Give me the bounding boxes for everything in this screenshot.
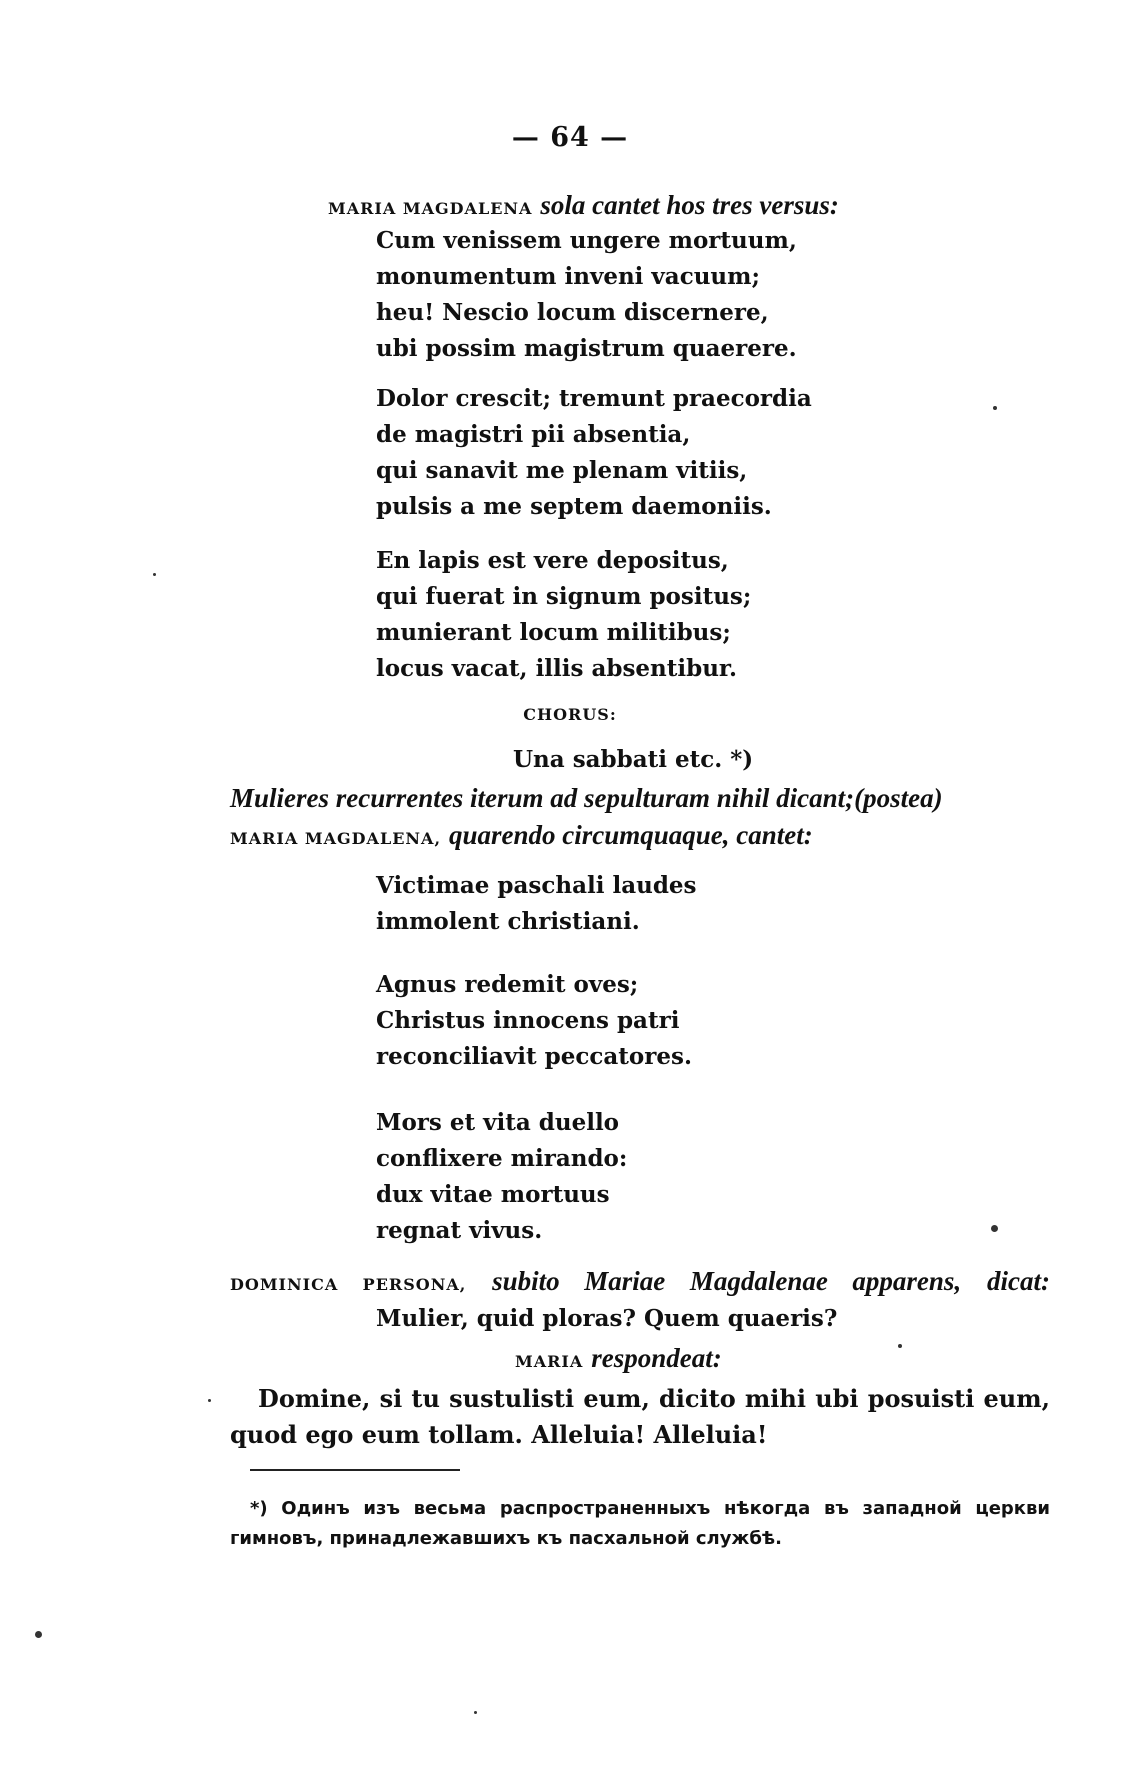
footnote: *) Одинъ изъ весьма распространенныхъ нѣкогда въ западной церкви гимновъ, принадлежавшихъ къ пасхальной службѣ. xyxy=(230,1498,1050,1549)
scan-speck xyxy=(991,1225,998,1232)
scan-speck xyxy=(993,406,997,410)
verse-line: ubi possim magistrum quaerere. xyxy=(376,335,797,362)
stage-direction-postea: (postea) xyxy=(854,783,943,813)
verse-line: regnat vivus. xyxy=(376,1217,543,1244)
scan-speck xyxy=(35,1631,42,1638)
footnote-rule xyxy=(250,1469,460,1471)
verse-line: Victimae paschali laudes xyxy=(376,872,697,899)
verse-line: conflixere mirando: xyxy=(376,1145,628,1172)
verse-line: Christus innocens patri xyxy=(376,1007,680,1034)
stanza-5 xyxy=(376,967,692,1075)
verse-line: En lapis est vere depositus, xyxy=(376,547,729,574)
verse-line: immolent christiani. xyxy=(376,908,640,935)
verse-line: pulsis a me septem daemoniis. xyxy=(376,493,772,520)
verse-line: Cum venissem ungere mortuum, xyxy=(376,227,797,254)
verse-line: monumentum inveni vacuum; xyxy=(376,263,760,290)
verse-line: munierant locum militibus; xyxy=(376,619,731,646)
stage-direction: subito Mariae Magdalenae apparens, xyxy=(492,1266,962,1296)
chorus-label: CHORUS: xyxy=(523,705,617,724)
scan-speck xyxy=(898,1344,902,1348)
stage-direction: quarendo circumquaque, cantet: xyxy=(448,820,813,850)
stanza-2 xyxy=(376,381,812,525)
verse-line: reconciliavit peccatores. xyxy=(376,1043,692,1070)
scan-speck xyxy=(474,1711,477,1714)
stanza-6 xyxy=(376,1105,627,1249)
rubric-maria xyxy=(515,1343,722,1374)
stage-direction: sola cantet hos tres versus: xyxy=(540,190,839,220)
rubric-maria-magdalena-2 xyxy=(230,820,813,851)
stanza-3 xyxy=(376,543,751,687)
page-number: — 64 — xyxy=(511,122,629,153)
scan-speck xyxy=(208,1399,211,1402)
maria-reply: Domine, si tu sustulisti eum, dicito mihi ubi posuisti eum, quod ego eum tollam. Alleluia! Alleluia! xyxy=(230,1384,1050,1449)
rubric-maria-magdalena-1 xyxy=(328,190,839,221)
stage-direction: Mulieres recurrentes iterum ad sepulturam nihil dicant; xyxy=(230,783,855,813)
speaker-name: MARIA MAGDALENA, xyxy=(230,829,442,848)
speaker-name: DOMINICA PERSONA, xyxy=(230,1275,467,1294)
chorus-line: Una sabbati etc. *) xyxy=(513,746,754,773)
rubric-dominica-persona xyxy=(230,1263,1050,1303)
verse-line: Mors et vita duello xyxy=(376,1109,620,1136)
rubric-mulieres xyxy=(230,780,1050,817)
verse-line: qui sanavit me plenam vitiis, xyxy=(376,457,748,484)
speaker-name: MARIA MAGDALENA xyxy=(328,199,533,218)
dominica-line: Mulier, quid ploras? Quem quaeris? xyxy=(376,1305,838,1332)
verse-line: dux vitae mortuus xyxy=(376,1181,610,1208)
verse-line: Dolor crescit; tremunt praecordia xyxy=(376,385,812,412)
verse-line: heu! Nescio locum discernere, xyxy=(376,299,769,326)
verse-line: locus vacat, illis absentibur. xyxy=(376,655,737,682)
speaker-name: MARIA xyxy=(515,1352,584,1371)
stanza-4 xyxy=(376,868,697,940)
stanza-1 xyxy=(376,223,797,367)
verse-line: Agnus redemit oves; xyxy=(376,971,639,998)
verse-line: de magistri pii absentia, xyxy=(376,421,691,448)
verse-line: qui fuerat in signum positus; xyxy=(376,583,752,610)
stage-direction-verb: dicat: xyxy=(987,1266,1050,1296)
stage-direction: respondeat: xyxy=(591,1343,722,1373)
scan-speck xyxy=(153,573,156,576)
